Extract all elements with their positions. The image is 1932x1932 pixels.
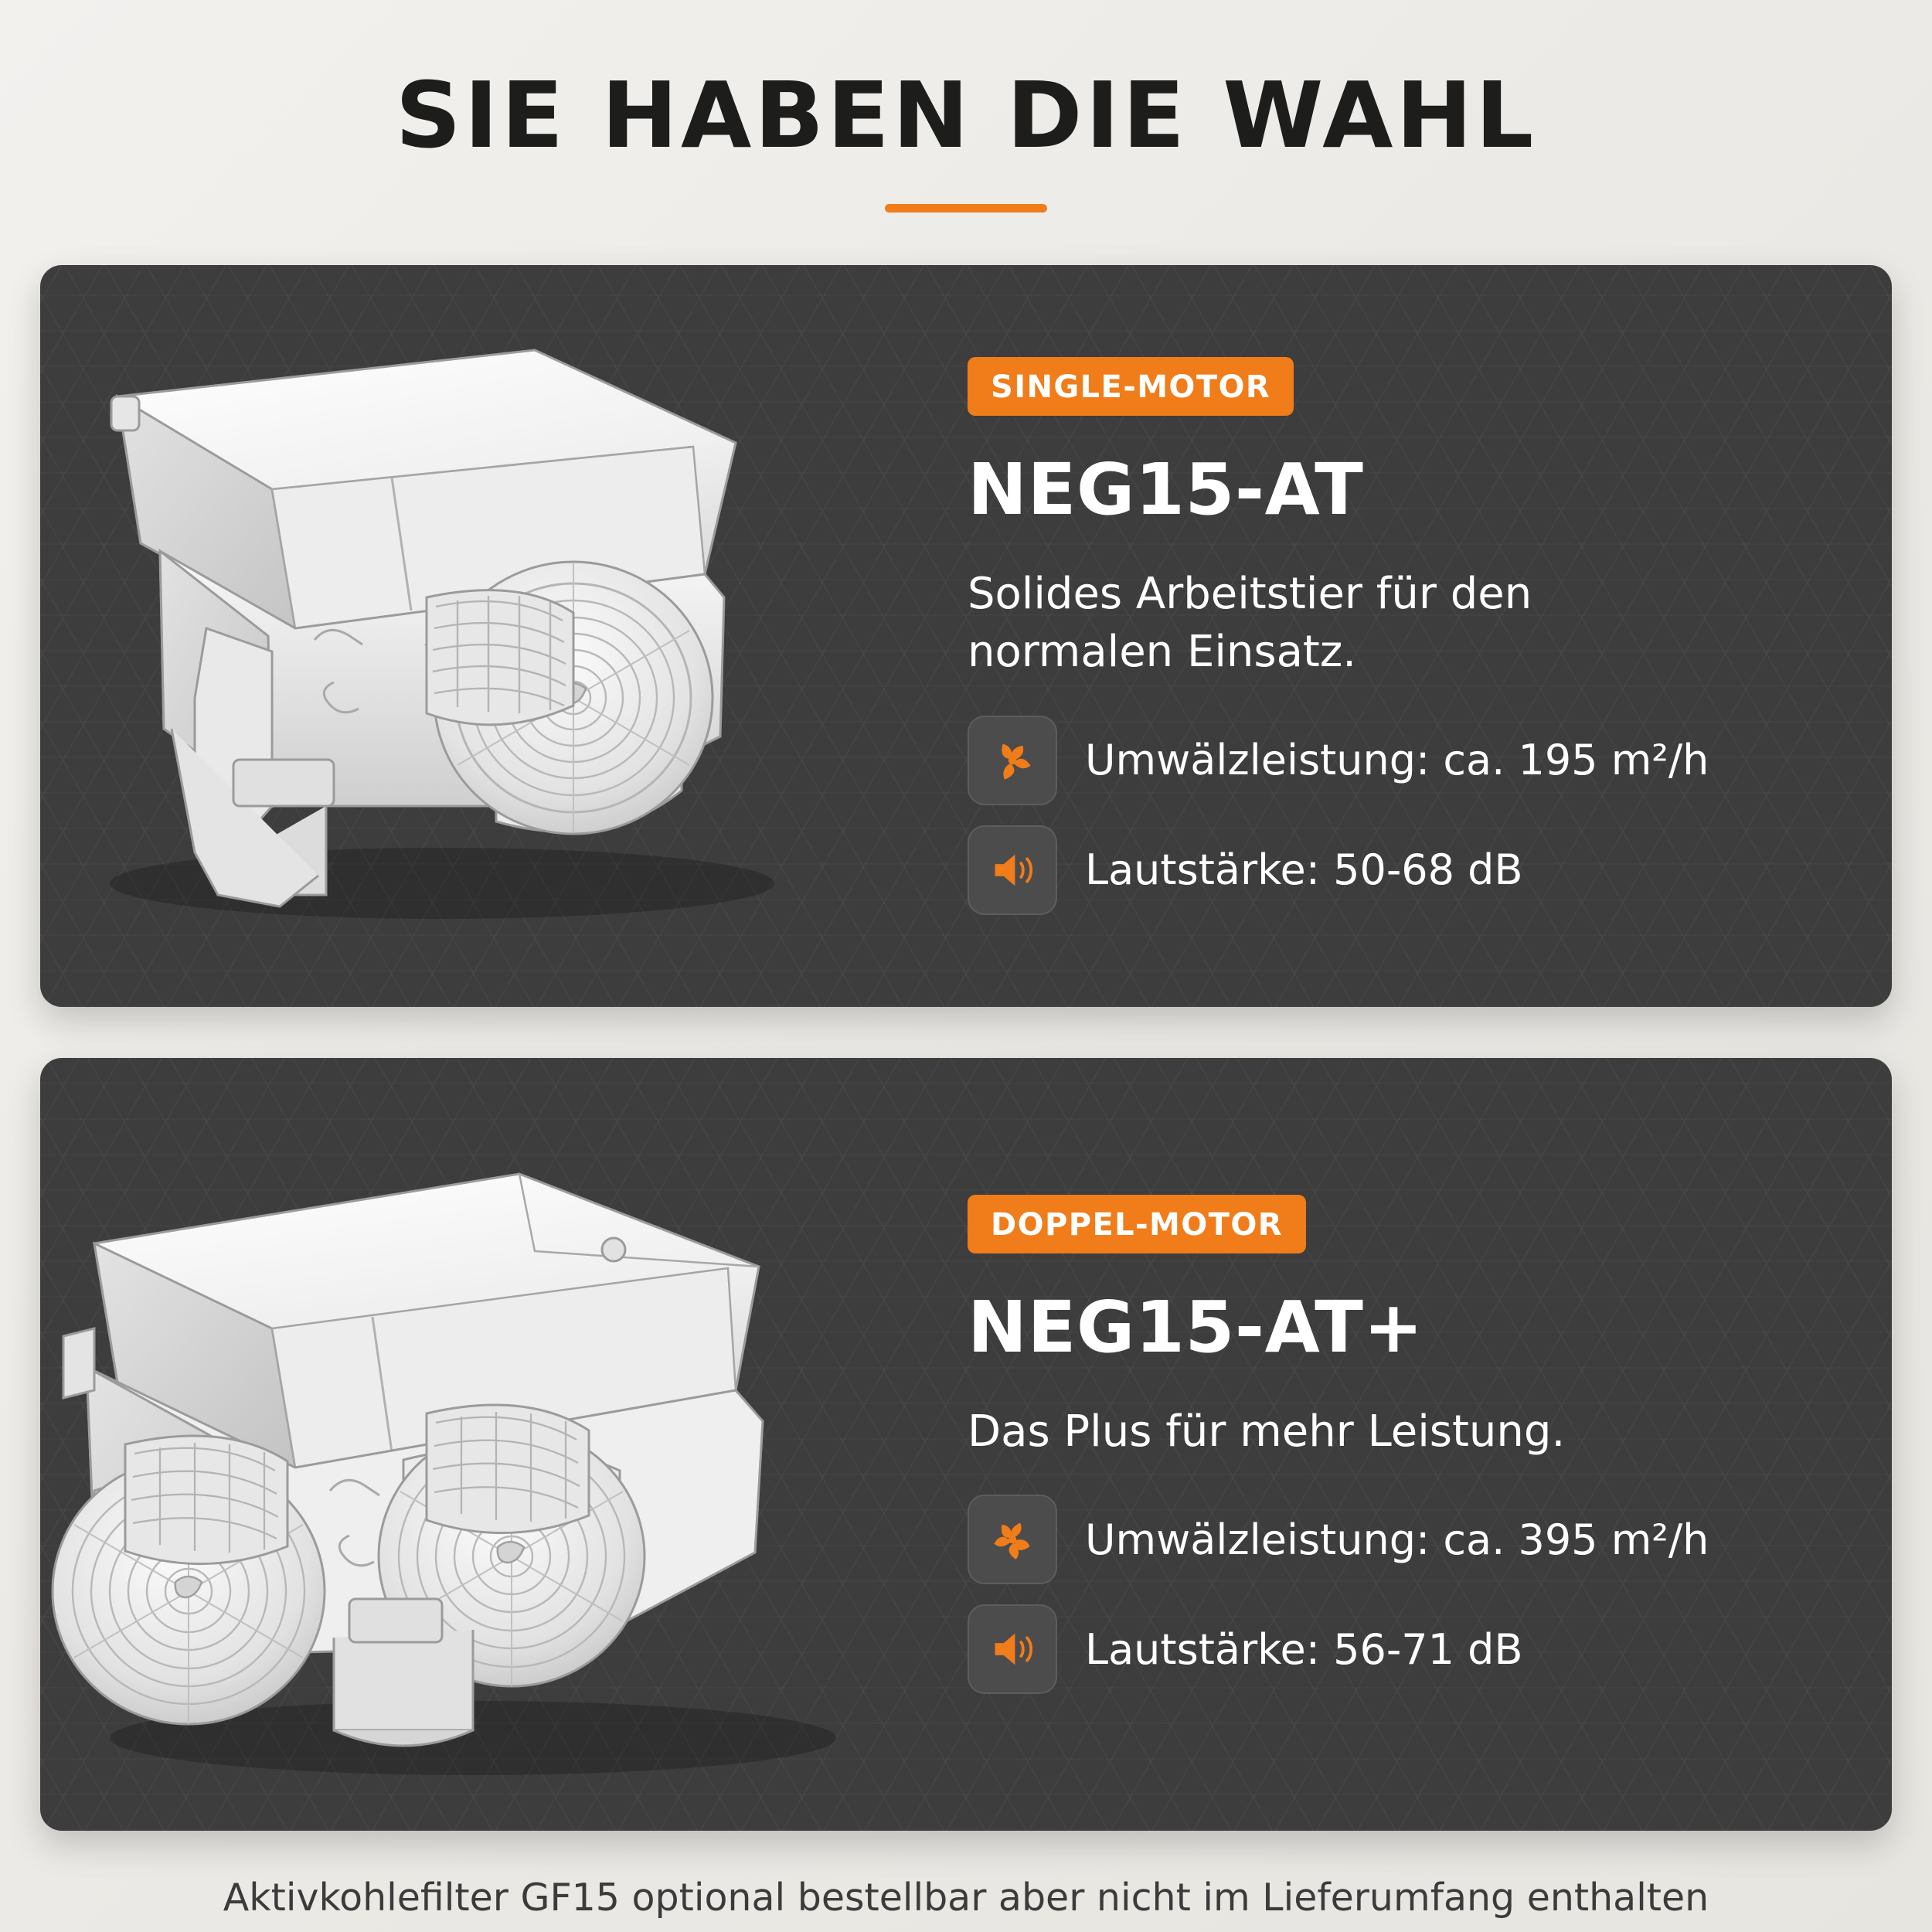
product-illustration-double xyxy=(40,1058,952,1831)
spec-text-airflow: Umwälzleistung: ca. 395 m²/h xyxy=(1085,1515,1709,1564)
product-image-double-motor xyxy=(40,1058,952,1831)
product-card-single-motor xyxy=(40,265,1892,1007)
product-description: Das Plus für mehr Leistung. xyxy=(968,1406,1566,1457)
product-card-list xyxy=(0,265,1932,1831)
product-card-double-motor xyxy=(40,1058,1892,1831)
speaker-volume-icon xyxy=(968,1604,1057,1694)
product-info-double-motor xyxy=(952,1195,1892,1695)
badge-motor-type: SINGLE-MOTOR xyxy=(968,357,1294,416)
product-model-name: NEG15-AT+ xyxy=(968,1285,1423,1369)
product-image-single-motor xyxy=(40,265,952,1007)
spec-row-noise xyxy=(968,1604,1709,1694)
spec-text-airflow: Umwälzleistung: ca. 195 m²/h xyxy=(1085,736,1709,785)
spec-text-noise: Lautstärke: 50-68 dB xyxy=(1085,845,1523,895)
spec-text-noise: Lautstärke: 56-71 dB xyxy=(1085,1624,1523,1674)
fan-icon xyxy=(968,716,1057,805)
badge-motor-type: DOPPEL-MOTOR xyxy=(968,1195,1306,1253)
footer-note: Aktivkohlefilter GF15 optional bestellbar aber nicht im Lieferumfang enthalten xyxy=(223,1875,1709,1920)
spec-row-airflow xyxy=(968,716,1709,805)
speaker-volume-icon xyxy=(968,825,1057,915)
product-model-name: NEG15-AT xyxy=(968,447,1364,531)
page-header xyxy=(0,0,1932,213)
spec-row-airflow xyxy=(968,1495,1709,1584)
product-illustration-single xyxy=(40,265,952,1007)
spec-list xyxy=(968,1495,1709,1694)
title-underline-accent xyxy=(885,204,1047,213)
fan-icon xyxy=(968,1495,1057,1584)
spec-list xyxy=(968,716,1709,915)
product-description: Solides Arbeitstier für den normalen Einsatz. xyxy=(968,568,1532,678)
spec-row-noise xyxy=(968,825,1709,915)
product-info-single-motor xyxy=(952,357,1892,915)
page-title: SIE HABEN DIE WAHL xyxy=(395,62,1537,168)
